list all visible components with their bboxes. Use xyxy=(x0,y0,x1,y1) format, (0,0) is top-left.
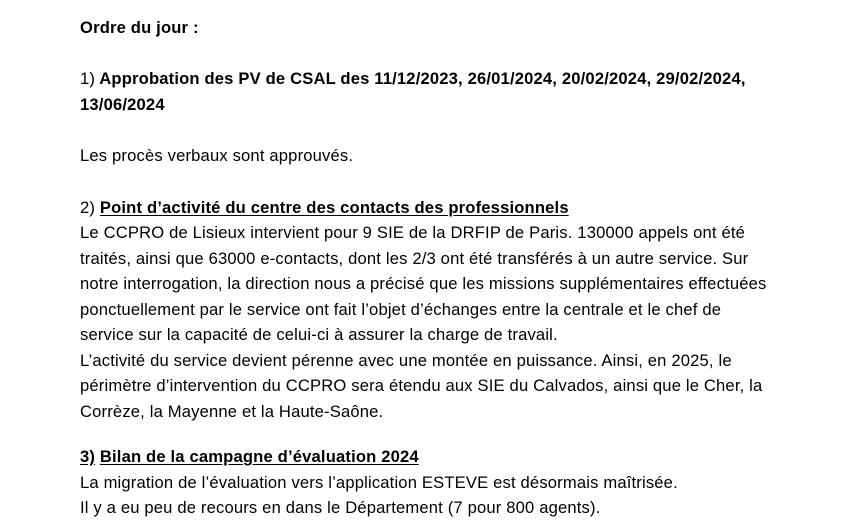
section-3-paragraph-1: La migration de l’évaluation vers l’application ESTEVE est désormais maîtrisée. xyxy=(80,472,678,492)
section-3-title xyxy=(80,444,770,470)
section-2-title xyxy=(80,195,770,221)
document-body xyxy=(80,0,770,521)
section-3-title-text: Bilan de la campagne d’évaluation 2024 xyxy=(99,447,419,466)
section-1-paragraph-1: Les procès verbaux sont approuvés. xyxy=(80,146,354,165)
page-title: Ordre du jour : xyxy=(80,18,199,37)
section-1-number: 1) xyxy=(80,69,96,88)
section-1-title-text: Approbation des PV de CSAL des 11/12/2023, 26/01/2024, 20/02/2024, 29/02/2024, 13/06/2024 xyxy=(80,69,746,114)
section-1-title xyxy=(80,66,770,117)
section-2-number: 2) xyxy=(80,197,96,217)
section-2-paragraph-2: L’activité du service devient pérenne avec une montée en puissance. Ainsi, en 2025, le périmètre d’intervention du CCPRO sera étendu aux SIE du Calvados, ainsi que le Cher, la Corrèze, la Mayenne et la Haute-Saône. xyxy=(80,350,763,421)
section-3-number: 3) xyxy=(80,447,96,466)
section-3-paragraph-2: Il y a eu peu de recours en dans le Département (7 pour 800 agents). xyxy=(80,498,601,517)
section-2-title-text: Point d’activité du centre des contacts des professionnels xyxy=(99,197,569,217)
section-2-paragraph-1: Le CCPRO de Lisieux intervient pour 9 SIE de la DRFIP de Paris. 130000 appels ont été traités, ainsi que 63000 e-contacts, dont les 2/3 ont été transférés à un autre service. Sur notre interrogation, la direction nous a précisé que les missions supplémentaires effectuées ponctuellement par le service ont fait l’objet d’échanges entre la centrale et le chef de service sur la capacité de celui-ci à assurer la charge de travail. xyxy=(80,223,767,344)
